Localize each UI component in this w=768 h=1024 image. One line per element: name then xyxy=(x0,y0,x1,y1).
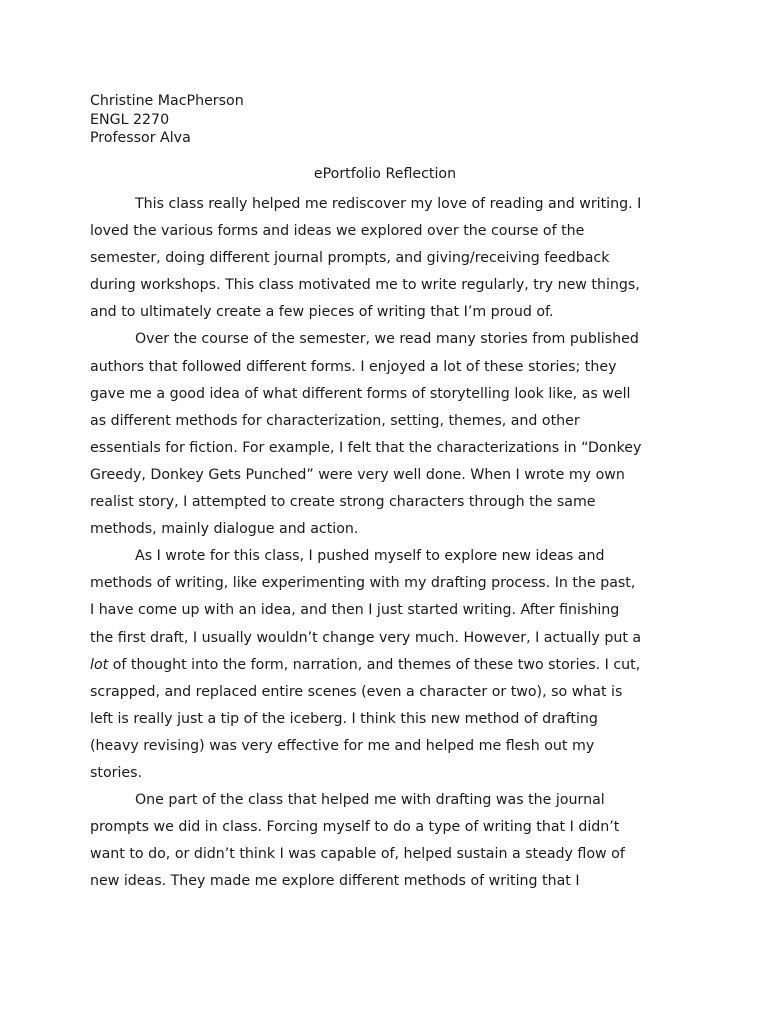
paragraph-line-with-emphasis xyxy=(90,652,680,679)
paragraph-line: Over the course of the semester, we read many stories from published xyxy=(135,331,639,348)
paragraph-line: realist story, I attempted to create strong characters through the same xyxy=(90,494,596,511)
paragraph-line: authors that followed different forms. I enjoyed a lot of these stories; they xyxy=(90,358,617,375)
paragraph-line: semester, doing different journal prompts, and giving/receiving feedback xyxy=(90,250,610,267)
line-continuation: of thought into the form, narration, and themes of these two stories. I cut, xyxy=(108,656,641,673)
paragraph-line: methods of writing, like experimenting with my drafting process. In the past, xyxy=(90,575,636,592)
professor-name: Professor Alva xyxy=(90,130,191,146)
paragraph-line: new ideas. They made me explore different methods of writing that I xyxy=(90,873,580,890)
paragraph-line: the first draft, I usually wouldn’t change very much. However, I actually put a xyxy=(90,629,642,646)
emphasized-word: lot xyxy=(90,656,109,673)
paragraph-line: scrapped, and replaced entire scenes (even a character or two), so what is xyxy=(90,683,623,700)
paragraph-line: Greedy, Donkey Gets Punched” were very well done. When I wrote my own xyxy=(90,466,625,483)
document-title: ePortfolio Reflection xyxy=(313,165,457,182)
document-page xyxy=(90,92,680,895)
author-name: Christine MacPherson xyxy=(90,93,244,109)
paragraph-line: stories. xyxy=(90,764,143,781)
paragraph-4 xyxy=(90,787,680,895)
paragraph-line: prompts we did in class. Forcing myself to do a type of writing that I didn’t xyxy=(90,819,620,836)
paragraph-2 xyxy=(90,326,680,543)
paragraph-3 xyxy=(90,543,680,787)
paragraph-line: as different methods for characterization, setting, themes, and other xyxy=(90,412,580,429)
paragraph-line: methods, mainly dialogue and action. xyxy=(90,521,359,538)
paragraph-line: want to do, or didn’t think I was capable of, helped sustain a steady flow of xyxy=(90,846,625,863)
paragraph-line: One part of the class that helped me with drafting was the journal xyxy=(135,792,605,809)
paragraph-line: This class really helped me rediscover my love of reading and writing. I xyxy=(135,196,642,212)
paragraph-line: I have come up with an idea, and then I just started writing. After finishing xyxy=(90,602,620,619)
paragraph-line: essentials for fiction. For example, I felt that the characterizations in “Donkey xyxy=(90,439,642,456)
paragraph-line: (heavy revising) was very effective for me and helped me flesh out my xyxy=(90,737,595,754)
document-header xyxy=(90,92,680,148)
paragraph-1 xyxy=(90,191,680,326)
paragraph-line: left is really just a tip of the iceberg. I think this new method of drafting xyxy=(90,710,598,727)
paragraph-line: loved the various forms and ideas we explored over the course of the xyxy=(90,223,585,240)
paragraph-line: during workshops. This class motivated me to write regularly, try new things, xyxy=(90,277,640,294)
course-code: ENGL 2270 xyxy=(90,111,170,128)
paragraph-line: gave me a good idea of what different forms of storytelling look like, as well xyxy=(90,385,631,402)
paragraph-line: and to ultimately create a few pieces of writing that I’m proud of. xyxy=(90,304,554,321)
paragraph-line: As I wrote for this class, I pushed myself to explore new ideas and xyxy=(135,548,605,565)
